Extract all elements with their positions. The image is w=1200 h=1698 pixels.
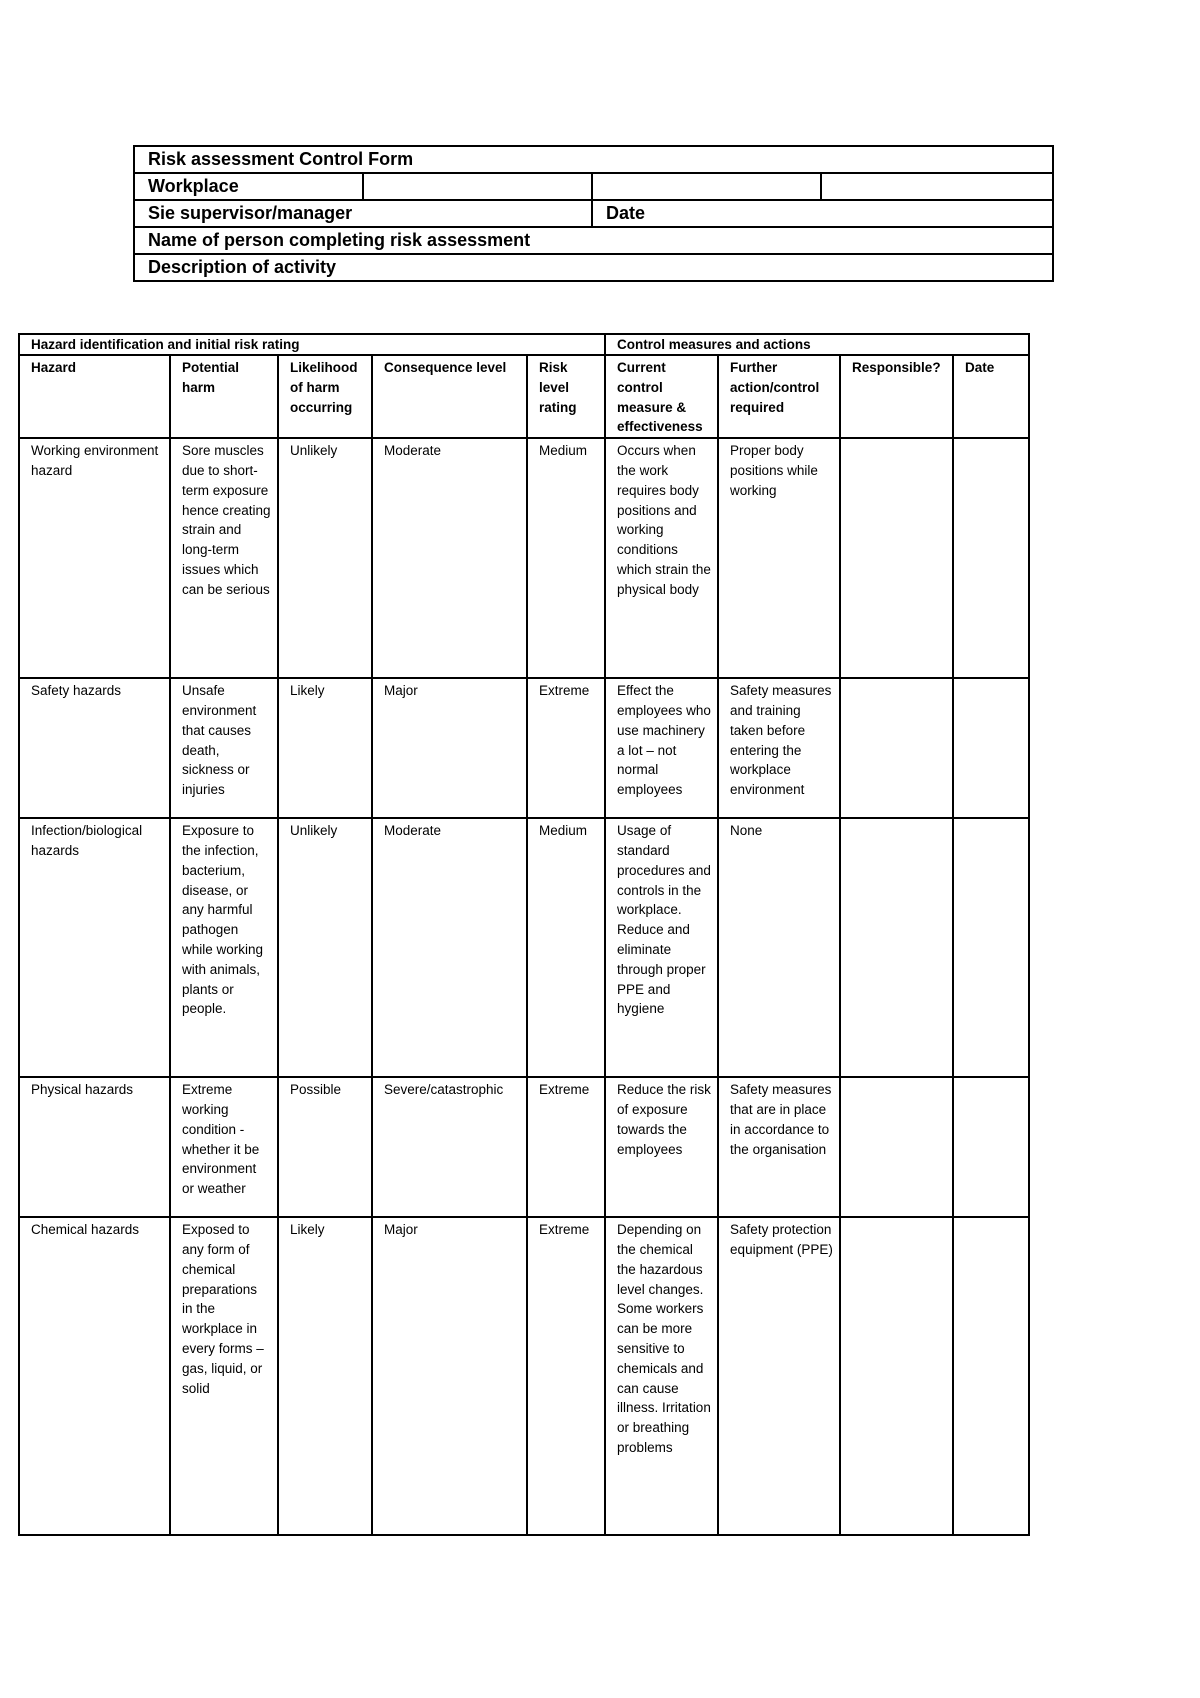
header-potential-harm: Potential harm [170, 355, 278, 438]
cell-rating: Medium [527, 818, 605, 1077]
cell-date[interactable] [953, 678, 1029, 818]
cell-rating: Extreme [527, 678, 605, 818]
cell-current-control: Depending on the chemical the hazardous level changes. Some workers can be more sensitive to chemicals and can cause illness. Irritation or breathing problems [605, 1217, 718, 1535]
header-likelihood: Likelihood of harm occurring [278, 355, 372, 438]
cell-hazard: Safety hazards [19, 678, 170, 818]
cell-date[interactable] [953, 1217, 1029, 1535]
cell-responsible[interactable] [840, 1077, 953, 1217]
header-responsible: Responsible? [840, 355, 953, 438]
header-hazard: Hazard [19, 355, 170, 438]
supervisor-label: Sie supervisor/manager [134, 200, 592, 227]
workplace-label: Workplace [134, 173, 363, 200]
header-risk-level: Risk level rating [527, 355, 605, 438]
cell-likelihood: Likely [278, 678, 372, 818]
section-control-measures: Control measures and actions [605, 334, 1029, 355]
activity-row [134, 254, 1053, 281]
table-row [19, 438, 1029, 678]
cell-likelihood: Unlikely [278, 438, 372, 678]
cell-current-control: Occurs when the work requires body positions and working conditions which strain the physical body [605, 438, 718, 678]
risk-assessment-form-header [133, 145, 1054, 282]
section-hazard-identification: Hazard identification and initial risk rating [19, 334, 605, 355]
table-row [19, 818, 1029, 1077]
workplace-field-2[interactable] [592, 173, 821, 200]
cell-date[interactable] [953, 438, 1029, 678]
cell-hazard: Chemical hazards [19, 1217, 170, 1535]
person-label: Name of person completing risk assessment [134, 227, 1053, 254]
supervisor-row [134, 200, 1053, 227]
cell-hazard: Infection/biological hazards [19, 818, 170, 1077]
cell-current-control: Effect the employees who use machinery a lot – not normal employees [605, 678, 718, 818]
cell-responsible[interactable] [840, 438, 953, 678]
cell-date[interactable] [953, 1077, 1029, 1217]
cell-date[interactable] [953, 818, 1029, 1077]
person-row [134, 227, 1053, 254]
workplace-row [134, 173, 1053, 200]
cell-responsible[interactable] [840, 1217, 953, 1535]
cell-further-action: Safety protection equipment (PPE) [718, 1217, 840, 1535]
cell-further-action: Safety measures and training taken before entering the workplace environment [718, 678, 840, 818]
cell-consequence: Major [372, 1217, 527, 1535]
header-consequence: Consequence level [372, 355, 527, 438]
section-row [19, 334, 1029, 355]
table-row [19, 678, 1029, 818]
cell-likelihood: Likely [278, 1217, 372, 1535]
cell-further-action: None [718, 818, 840, 1077]
cell-current-control: Reduce the risk of exposure towards the employees [605, 1077, 718, 1217]
cell-rating: Extreme [527, 1077, 605, 1217]
cell-harm: Sore muscles due to short-term exposure hence creating strain and long-term issues which can be serious [170, 438, 278, 678]
cell-consequence: Major [372, 678, 527, 818]
form-title-row [134, 146, 1053, 173]
table-row [19, 1077, 1029, 1217]
risk-table [18, 333, 1030, 1536]
cell-likelihood: Possible [278, 1077, 372, 1217]
cell-responsible[interactable] [840, 678, 953, 818]
form-title: Risk assessment Control Form [134, 146, 1053, 173]
cell-rating: Medium [527, 438, 605, 678]
cell-further-action: Safety measures that are in place in accordance to the organisation [718, 1077, 840, 1217]
column-header-row [19, 355, 1029, 438]
cell-harm: Exposed to any form of chemical preparations in the workplace in every forms – gas, liquid, or solid [170, 1217, 278, 1535]
cell-responsible[interactable] [840, 818, 953, 1077]
cell-harm: Unsafe environment that causes death, sickness or injuries [170, 678, 278, 818]
cell-consequence: Moderate [372, 438, 527, 678]
header-further-action: Further action/control required [718, 355, 840, 438]
cell-further-action: Proper body positions while working [718, 438, 840, 678]
cell-rating: Extreme [527, 1217, 605, 1535]
date-label: Date [592, 200, 1053, 227]
workplace-field-1[interactable] [363, 173, 592, 200]
table-row [19, 1217, 1029, 1535]
cell-harm: Extreme working condition -whether it be environment or weather [170, 1077, 278, 1217]
cell-likelihood: Unlikely [278, 818, 372, 1077]
cell-hazard: Working environment hazard [19, 438, 170, 678]
cell-hazard: Physical hazards [19, 1077, 170, 1217]
activity-label: Description of activity [134, 254, 1053, 281]
header-date: Date [953, 355, 1029, 438]
cell-harm: Exposure to the infection, bacterium, disease, or any harmful pathogen while working with animals, plants or people. [170, 818, 278, 1077]
cell-consequence: Severe/catastrophic [372, 1077, 527, 1217]
header-current-control: Current control measure & effectiveness [605, 355, 718, 438]
workplace-field-3[interactable] [821, 173, 1053, 200]
cell-consequence: Moderate [372, 818, 527, 1077]
cell-current-control: Usage of standard procedures and controls in the workplace. Reduce and eliminate through proper PPE and hygiene [605, 818, 718, 1077]
